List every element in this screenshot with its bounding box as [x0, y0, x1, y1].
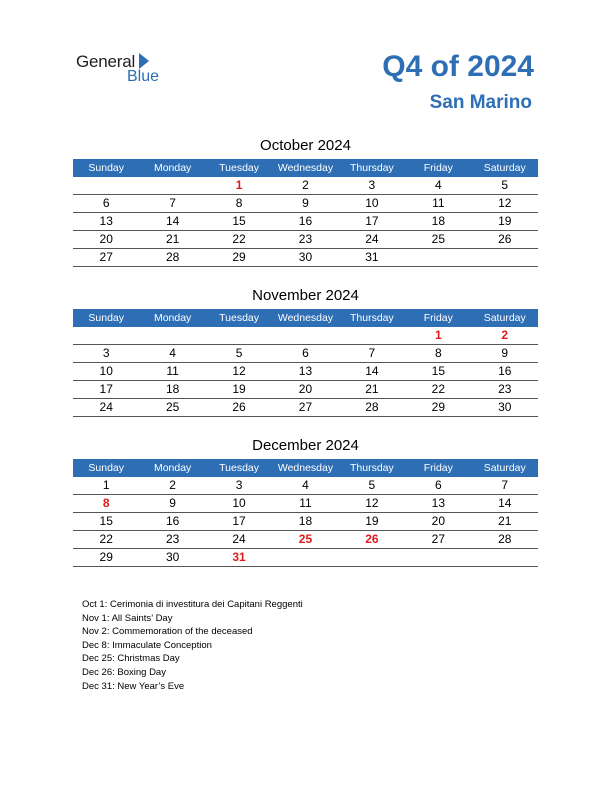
day-cell: 19: [365, 514, 379, 528]
week-row: [73, 399, 538, 417]
day-cell: 24: [365, 232, 379, 246]
day-cell: 9: [169, 496, 176, 510]
weekday-label: Saturday: [483, 462, 526, 474]
day-cell: 14: [498, 496, 512, 510]
day-cell: 22: [232, 232, 246, 246]
day-cell: 10: [99, 364, 113, 378]
day-cell: [272, 549, 338, 566]
day-cell: 5: [368, 478, 376, 492]
day-cell: 18: [431, 214, 445, 228]
day-cell: 1: [102, 478, 110, 492]
day-cell: 13: [431, 496, 445, 510]
day-cell: 11: [299, 496, 312, 510]
day-cell: 28: [165, 250, 180, 264]
day-cell: 10: [232, 496, 246, 510]
holiday-entry: Dec 31: New Year’s Eve: [82, 680, 185, 692]
day-cell: 21: [498, 514, 512, 528]
day-cell: 2: [169, 478, 176, 492]
weekday-label: Friday: [423, 312, 453, 324]
day-cell: 22: [431, 382, 445, 396]
holiday-entry: Nov 2: Commemoration of the deceased: [82, 626, 253, 638]
day-cell: 26: [498, 232, 512, 246]
holiday-day-cell: 25: [298, 532, 313, 546]
weekday-label: Sunday: [88, 312, 125, 324]
week-row: [73, 549, 538, 567]
day-cell: 23: [498, 382, 512, 396]
week-row: [73, 381, 538, 399]
month-title: November 2024: [252, 287, 359, 304]
holiday-entry: Dec 26: Boxing Day: [82, 666, 166, 678]
holiday-day-cell: 8: [102, 496, 110, 510]
day-cell: 7: [501, 478, 509, 492]
day-cell: 4: [302, 478, 309, 492]
day-cell: 27: [431, 532, 445, 546]
day-cell: 14: [165, 214, 180, 228]
week-row: [73, 495, 538, 513]
day-cell: 28: [365, 400, 379, 414]
weekday-label: Friday: [423, 162, 453, 174]
day-cell: 7: [368, 346, 376, 360]
day-cell: 29: [99, 550, 113, 564]
weekday-label: Thursday: [350, 312, 394, 324]
day-cell: 27: [99, 250, 113, 264]
month-title: December 2024: [252, 437, 359, 454]
weekday-label: Sunday: [88, 462, 125, 474]
holiday-day-cell: 1: [235, 178, 243, 192]
day-cell: 21: [365, 382, 379, 396]
week-row: [73, 213, 538, 231]
day-cell: 17: [365, 214, 379, 228]
weekday-label: Wednesday: [277, 312, 334, 324]
holiday-entry: Oct 1: Cerimonia di investitura dei Capitani Reggenti: [82, 599, 303, 610]
week-row: [73, 531, 538, 549]
holiday-day-cell: 26: [365, 532, 379, 546]
weekday-label: Wednesday: [277, 462, 334, 474]
country-name: San Marino: [429, 92, 532, 113]
day-cell: 6: [434, 478, 442, 492]
month-calendar: [73, 437, 538, 567]
weekday-label: Friday: [423, 462, 453, 474]
weekday-label: Tuesday: [219, 462, 259, 474]
day-cell: 20: [298, 382, 313, 396]
day-cell: [472, 249, 538, 266]
day-cell: 3: [102, 346, 110, 360]
holiday-entry: Dec 8: Immaculate Conception: [82, 639, 212, 651]
week-row: [73, 195, 538, 213]
day-cell: 12: [498, 196, 512, 210]
week-row: [73, 363, 538, 381]
day-cell: 8: [235, 196, 243, 210]
day-cell: 9: [302, 196, 309, 210]
day-cell: 23: [298, 232, 313, 246]
day-cell: 5: [501, 178, 509, 192]
day-cell: 12: [365, 496, 379, 510]
day-cell: 11: [166, 364, 179, 378]
day-cell: [139, 177, 205, 194]
logo-blue-text: Blue: [127, 68, 160, 85]
day-cell: [339, 327, 405, 344]
logo-general-text: General: [76, 52, 136, 71]
day-cell: 3: [235, 478, 243, 492]
day-cell: 19: [498, 214, 512, 228]
weekday-header: [73, 159, 538, 177]
day-cell: 16: [165, 514, 180, 528]
day-cell: 18: [298, 514, 313, 528]
day-cell: 17: [99, 382, 113, 396]
logo: [76, 52, 186, 92]
weekday-label: Thursday: [350, 462, 394, 474]
day-cell: [206, 327, 272, 344]
day-cell: 26: [232, 400, 246, 414]
day-cell: 7: [169, 196, 176, 210]
day-cell: 15: [232, 214, 246, 228]
day-cell: 8: [434, 346, 442, 360]
day-cell: 25: [165, 400, 180, 414]
month-title: October 2024: [260, 137, 351, 154]
week-row: [73, 327, 538, 345]
day-cell: 25: [431, 232, 445, 246]
weekday-label: Wednesday: [277, 162, 334, 174]
day-cell: [272, 327, 338, 344]
day-cell: 11: [432, 196, 445, 210]
day-cell: 5: [235, 346, 243, 360]
day-cell: 10: [365, 196, 379, 210]
page-title: Q4 of 2024: [382, 50, 534, 83]
holiday-day-cell: 1: [434, 328, 442, 342]
day-cell: 30: [298, 250, 313, 264]
day-cell: 23: [165, 532, 180, 546]
day-cell: 6: [102, 196, 110, 210]
week-row: [73, 513, 538, 531]
day-cell: 28: [498, 532, 512, 546]
week-row: [73, 477, 538, 495]
day-cell: 13: [99, 214, 113, 228]
day-cell: 9: [501, 346, 509, 360]
weekday-label: Tuesday: [219, 312, 259, 324]
day-cell: 6: [302, 346, 309, 360]
week-row: [73, 231, 538, 249]
weekday-header: [73, 309, 538, 327]
day-cell: 20: [431, 514, 445, 528]
weekday-label: Thursday: [350, 162, 394, 174]
day-cell: [472, 549, 538, 566]
weekday-header: [73, 459, 538, 477]
day-cell: 14: [365, 364, 379, 378]
day-cell: 24: [232, 532, 246, 546]
day-cell: [405, 249, 471, 266]
weekday-label: Saturday: [483, 162, 526, 174]
logo-triangle-icon: [139, 53, 149, 69]
day-cell: [339, 549, 405, 566]
day-cell: 29: [232, 250, 246, 264]
month-calendar: [73, 287, 538, 417]
holiday-list: [82, 598, 303, 693]
day-cell: 30: [165, 550, 180, 564]
day-cell: 4: [434, 178, 442, 192]
day-cell: 4: [169, 346, 176, 360]
day-cell: 15: [431, 364, 445, 378]
day-cell: 22: [99, 532, 113, 546]
day-cell: [139, 327, 205, 344]
holiday-entry: Nov 1: All Saints’ Day: [82, 612, 173, 624]
day-cell: [405, 549, 471, 566]
weekday-label: Saturday: [483, 312, 526, 324]
holiday-day-cell: 31: [232, 550, 246, 564]
day-cell: 3: [368, 178, 376, 192]
day-cell: 17: [232, 514, 246, 528]
weekday-label: Monday: [153, 312, 192, 324]
day-cell: 27: [298, 400, 313, 414]
day-cell: 15: [99, 514, 113, 528]
weekday-label: Sunday: [88, 162, 125, 174]
holiday-entry: Dec 25: Christmas Day: [82, 653, 180, 665]
day-cell: 18: [165, 382, 180, 396]
day-cell: 20: [99, 232, 113, 246]
day-cell: 12: [232, 364, 246, 378]
weekday-label: Tuesday: [219, 162, 259, 174]
weekday-label: Monday: [153, 462, 192, 474]
day-cell: 21: [165, 232, 180, 246]
day-cell: [73, 327, 139, 344]
day-cell: 16: [498, 364, 512, 378]
day-cell: 19: [232, 382, 246, 396]
day-cell: 24: [99, 400, 113, 414]
month-calendar: [73, 137, 538, 267]
week-row: [73, 249, 538, 267]
day-cell: 31: [365, 250, 379, 264]
day-cell: 16: [298, 214, 313, 228]
day-cell: 29: [431, 400, 445, 414]
holiday-day-cell: 2: [501, 328, 509, 342]
day-cell: 2: [302, 178, 309, 192]
day-cell: 13: [298, 364, 313, 378]
day-cell: [73, 177, 139, 194]
week-row: [73, 177, 538, 195]
day-cell: 30: [498, 400, 512, 414]
week-row: [73, 345, 538, 363]
weekday-label: Monday: [153, 162, 192, 174]
